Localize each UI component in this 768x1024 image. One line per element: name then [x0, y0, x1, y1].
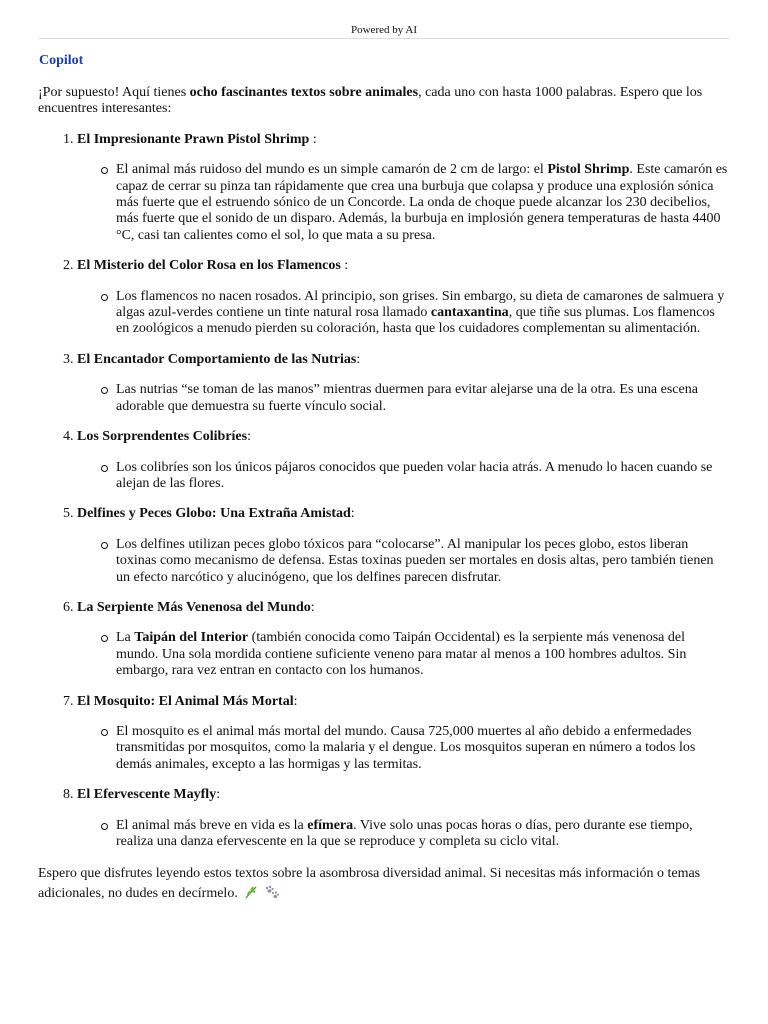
list-item: 7. El Mosquito: El Animal Más Mortal: El mosquito es el animal más mortal del mundo. Causa 725,000 muertes al año debido a enfermedades transmitidas por mosquitos, como la malaria y el dengue. Los mosquitos superan en número a todos los demás animales, excepto a las hormigas y las termitas. — [77, 694, 730, 774]
sub-list-item: Los colibríes son los únicos pájaros conocidos que pueden volar hacia atrás. A menudo lo hacen cuando se alejan de las flores. — [116, 460, 730, 493]
animal-list — [38, 132, 730, 851]
item-title: Los Sorprendentes Colibríes — [77, 429, 248, 445]
circle-bullet-icon — [101, 729, 108, 736]
circle-bullet-icon — [101, 387, 108, 394]
outro-paragraph: Espero que disfrutes leyendo estos textos sobre la asombrosa diversidad animal. Si necesitas más información o temas adicionales, no dudes en decírmelo. — [38, 864, 730, 906]
item-title: Delfines y Peces Globo: Una Extraña Amistad — [77, 506, 351, 522]
sub-list-item: El animal más ruidoso del mundo es un simple camarón de 2 cm de largo: el Pistol Shrimp. Este camarón es capaz de cerrar su pinza tan rápidamente que crea una burbuja que colapsa y produce una explosión sónica más fuerte que el estruendo sónico de un Concorde. La onda de choque puede alcanzar los 230 decibelios, más fuerte que el sonido de un disparo. Además, la burbuja en implosión genera temperaturas de hasta 4400 °C, casi tan calientes como el sol, lo que mata a su presa. — [116, 162, 730, 244]
list-item: 6. La Serpiente Más Venenosa del Mundo: La Taipán del Interior (también conocida como Taipán Occidental) es la serpiente más venenosa del mundo. Una sola mordida contiene suficiente veneno para matar al menos a 100 hombres adultos. Sin embargo, rara vez entran en contacto con los humanos. — [77, 600, 730, 680]
sub-list — [77, 537, 730, 586]
sub-list — [77, 382, 730, 415]
sub-list — [77, 289, 730, 338]
list-item: 4. Los Sorprendentes Colibríes: Los colibríes son los únicos pájaros conocidos que pueden volar hacia atrás. A menudo lo hacen cuando se alejan de las flores. — [77, 429, 730, 492]
circle-bullet-icon — [101, 823, 108, 830]
circle-bullet-icon — [101, 542, 108, 549]
circle-bullet-icon — [101, 465, 108, 472]
sub-list-item: Las nutrias “se toman de las manos” mientras duermen para evitar alejarse una de la otra. Es una escena adorable que demuestra su fuerte vínculo social. — [116, 382, 730, 415]
item-title: El Misterio del Color Rosa en los Flamencos — [77, 258, 341, 274]
intro-bold: ocho fascinantes textos sobre animales — [189, 85, 419, 100]
sub-list-item: La Taipán del Interior (también conocida como Taipán Occidental) es la serpiente más venenosa del mundo. Una sola mordida contiene suficiente veneno para matar al menos a 100 hombres adultos. Sin embargo, rara vez entran en contacto con los humanos. — [116, 630, 730, 679]
item-title: La Serpiente Más Venenosa del Mundo — [77, 599, 311, 615]
item-title: El Encantador Comportamiento de las Nutrias — [77, 351, 357, 367]
sub-list — [77, 724, 730, 773]
sub-list-item: El mosquito es el animal más mortal del mundo. Causa 725,000 muertes al año debido a enfermedades transmitidas por mosquitos, como la malaria y el dengue. Los mosquitos superan en número a todos los demás animales, excepto a las hormigas y las termitas. — [116, 724, 730, 773]
circle-bullet-icon — [101, 635, 108, 642]
herb-icon — [244, 885, 258, 906]
assistant-name: Copilot — [39, 53, 84, 68]
list-item: 5. Delfines y Peces Globo: Una Extraña Amistad: Los delfines utilizan peces globo tóxicos para “colocarse”. Al manipular los peces globo, estos liberan toxinas como mecanismo de defensa. Estas toxinas pueden ser mortales en dosis altas, pero también tienen un efecto narcótico y alucinógeno, que los delfines parecen disfrutar. — [77, 506, 730, 586]
sub-list — [77, 460, 730, 493]
list-item: 3. El Encantador Comportamiento de las Nutrias: Las nutrias “se toman de las manos” mientras duermen para evitar alejarse una de la otra. Es una escena adorable que demuestra su fuerte vínculo social. — [77, 352, 730, 415]
sub-list — [77, 162, 730, 244]
sub-list-item: Los delfines utilizan peces globo tóxicos para “colocarse”. Al manipular los peces globo, estos liberan toxinas como mecanismo de defensa. Estas toxinas pueden ser mortales en dosis altas, pero también tienen un efecto narcótico y alucinógeno, que los delfines parecen disfrutar. — [116, 537, 730, 586]
powered-by-label: Powered by AI — [351, 24, 417, 36]
paw-prints-icon — [264, 885, 280, 906]
item-title: El Mosquito: El Animal Más Mortal — [77, 693, 294, 709]
circle-bullet-icon — [101, 294, 108, 301]
sub-list — [77, 630, 730, 679]
list-item: 1. El Impresionante Prawn Pistol Shrimp : El animal más ruidoso del mundo es un simple camarón de 2 cm de largo: el Pistol Shrimp. Este camarón es capaz de cerrar su pinza tan rápidamente que crea una burbuja que colapsa y produce una explosión sónica más fuerte que el estruendo sónico de un Concorde. La onda de choque puede alcanzar los 230 decibelios, más fuerte que el sonido de un disparo. Además, la burbuja en implosión genera temperaturas de hasta 4400 °C, casi tan calientes como el sol, lo que mata a su presa. — [77, 132, 730, 244]
sub-list — [77, 818, 730, 851]
list-item: 2. El Misterio del Color Rosa en los Flamencos : Los flamencos no nacen rosados. Al principio, son grises. Sin embargo, su dieta de camarones de salmuera y algas azul-verdes contiene un tinte natural rosa llamado cantaxantina, que tiñe sus plumas. Los flamencos en zoológicos a menudo pierden su coloración, hasta que los cuidadores complementan su alimentación. — [77, 258, 730, 338]
sub-list-item: Los flamencos no nacen rosados. Al principio, son grises. Sin embargo, su dieta de camarones de salmuera y algas azul-verdes contiene un tinte natural rosa llamado cantaxantina, que tiñe sus plumas. Los flamencos en zoológicos a menudo pierden su coloración, hasta que los cuidadores complementan su alimentación. — [116, 289, 730, 338]
item-title: El Efervescente Mayfly — [77, 787, 217, 803]
list-item: 8. El Efervescente Mayfly: El animal más breve en vida es la efímera. Vive solo unas pocas horas o días, pero durante ese tiempo, realiza una danza efervescente en la que se reproduce y completa su ciclo vital. — [77, 787, 730, 850]
response-body — [38, 85, 730, 906]
intro-paragraph: ¡Por supuesto! Aquí tienes ocho fascinantes textos sobre animales, cada uno con hasta 1000 palabras. Espero que los encuentres interesantes: — [38, 85, 703, 117]
item-title: El Impresionante Prawn Pistol Shrimp — [77, 131, 310, 147]
powered-by-header — [38, 24, 730, 39]
circle-bullet-icon — [101, 167, 108, 174]
sub-list-item: El animal más breve en vida es la efímera. Vive solo unas pocas horas o días, pero durante ese tiempo, realiza una danza efervescente en la que se reproduce y completa su ciclo vital. — [116, 818, 730, 851]
